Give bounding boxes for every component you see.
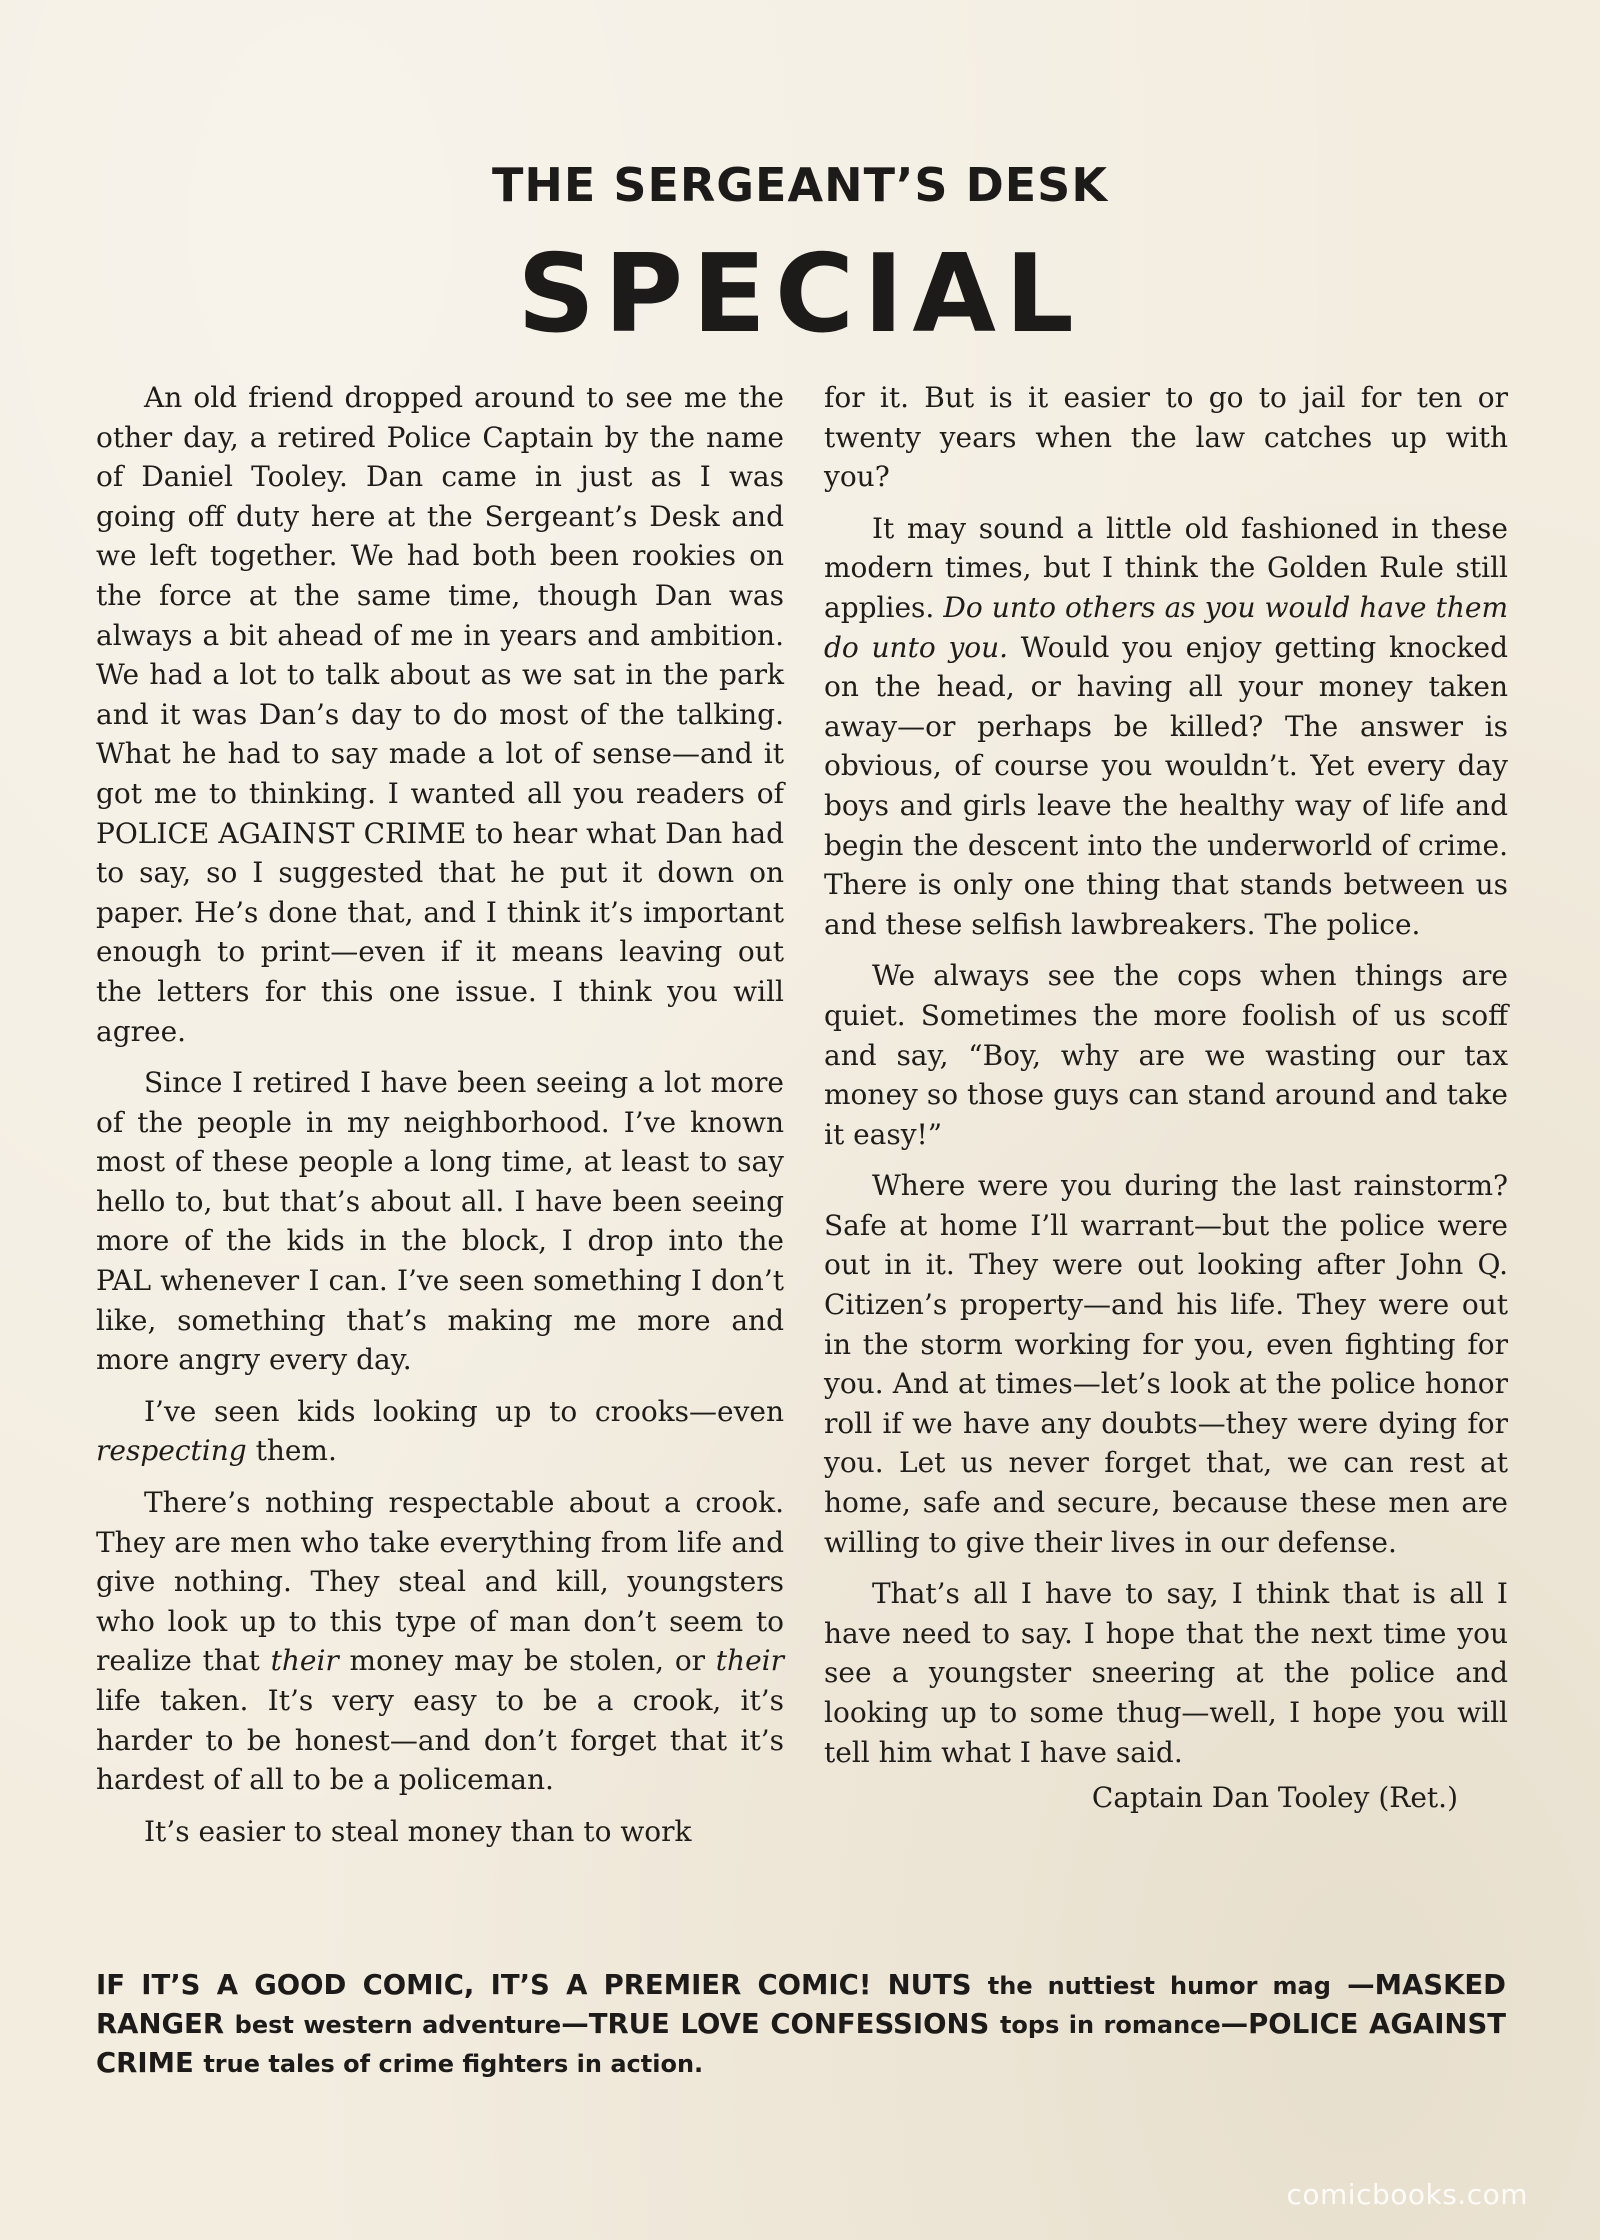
paragraph: That’s all I have to say, I think that is all I have need to say. I hope that the next time you see a youngster sneering at the police and looking up to some thug—well, I hope you will tell him what I have said.	[824, 1577, 1508, 1769]
paragraph	[96, 1392, 784, 1471]
text-run: money may be stolen, or	[338, 1644, 716, 1678]
paragraph	[96, 1483, 784, 1800]
left-column	[96, 378, 784, 1863]
promo-desc: best western adventure	[234, 2011, 562, 2039]
paragraph: for it. But is it easier to go to jail for ten or twenty years when the law catches up with you?	[824, 381, 1508, 494]
publisher-promo	[96, 1966, 1506, 2083]
text-run: life taken. It’s very easy to be a crook, it’s harder to be honest—and don’t forget that it’s hardest of all to be a policeman.	[96, 1684, 784, 1797]
promo-title-police-against-crime: —POLICE AGAINST CRIME	[96, 2008, 1507, 2079]
watermark: comicbooks.com	[1286, 2178, 1528, 2211]
paragraph: An old friend dropped around to see me the other day, a retired Police Captain by the name of Daniel Tooley. Dan came in just as I was going off duty here at the Sergeant’s Desk and we left together. We had both been rookies on the force at the same time, though Dan was always a bit ahead of me in years and ambition. We had a lot to talk about as we sat in the park and it was Dan’s day to do most of the talking. What he had to say made a lot of sense—and it got me to thinking. I wanted all you readers of POLICE AGAINST CRIME to hear what Dan had to say, so I suggested that he put it down on paper. He’s done that, and I think it’s important enough to print—even if it means leaving out the letters for this one issue. I think you will agree.	[96, 381, 784, 1048]
signature: Captain Dan Tooley (Ret.)	[1091, 1781, 1458, 1815]
text-run: them.	[246, 1434, 337, 1468]
right-column	[824, 378, 1508, 1817]
emphasis-text: their	[715, 1644, 784, 1678]
paragraph: It’s easier to steal money than to work	[144, 1814, 692, 1848]
paragraph: We always see the cops when things are quiet. Sometimes the more foolish of us scoff and say, “Boy, why are we wasting our tax money so those guys can stand around and take it easy!”	[824, 959, 1508, 1151]
emphasis-text: their	[270, 1644, 339, 1678]
text-run: I’ve seen kids looking up to crooks—even	[144, 1394, 784, 1428]
emphasis-text: respecting	[96, 1434, 247, 1468]
promo-desc: the nuttiest humor mag	[987, 1972, 1331, 2000]
text-run: It may sound a little old fashioned in these modern times, but I think the Golden Rule still applies.	[824, 511, 1508, 624]
emphasis-text: Do unto others as you would have them do unto you.	[824, 590, 1508, 664]
promo-title-masked-ranger: —MASKED RANGER	[96, 1969, 1507, 2040]
paragraph	[824, 509, 1508, 945]
section-heading: THE SERGEANT’S DESK	[492, 158, 1108, 212]
page-title: SPECIAL	[517, 232, 1083, 357]
promo-title-nuts: NUTS	[887, 1969, 972, 2001]
text-run: There’s nothing respectable about a crook. They are men who take everything from life and give nothing. They steal and kill, youngsters who look up to this type of man don’t seem to realize that	[96, 1486, 784, 1678]
promo-desc: tops in romance	[999, 2011, 1221, 2039]
promo-desc: true tales of crime fighters in action.	[203, 2050, 704, 2078]
promo-lead: IF IT’S A GOOD COMIC, IT’S A PREMIER COMIC!	[96, 1969, 872, 2001]
text-run: Would you enjoy getting knocked on the head, or having all your money taken away—or perhaps be killed? The answer is obvious, of course you wouldn’t. Yet every day boys and girls leave the healthy way of life and begin the descent into the underworld of crime. There is only one thing that stands between us and these selfish lawbreakers. The police.	[824, 630, 1509, 941]
promo-title-true-love-confessions: —TRUE LOVE CONFESSIONS	[561, 2008, 990, 2040]
paragraph: Where were you during the last rainstorm? Safe at home I’ll warrant—but the police were out in it. They were out looking after John Q. Citizen’s property—and his life. They were out in the storm working for you, even fighting for you. And at times—let’s look at the police honor roll if we have any doubts—they were dying for you. Let us never forget that, we can rest at home, safe and secure, because these men are willing to give their lives in our defense.	[824, 1169, 1508, 1559]
paragraph: Since I retired I have been seeing a lot more of the people in my neighborhood. I’ve known most of these people a long time, at least to say hello to, but that’s about all. I have been seeing more of the kids in the block, I drop into the PAL whenever I can. I’ve seen something I don’t like, something that’s making me more and more angry every day.	[96, 1066, 784, 1377]
